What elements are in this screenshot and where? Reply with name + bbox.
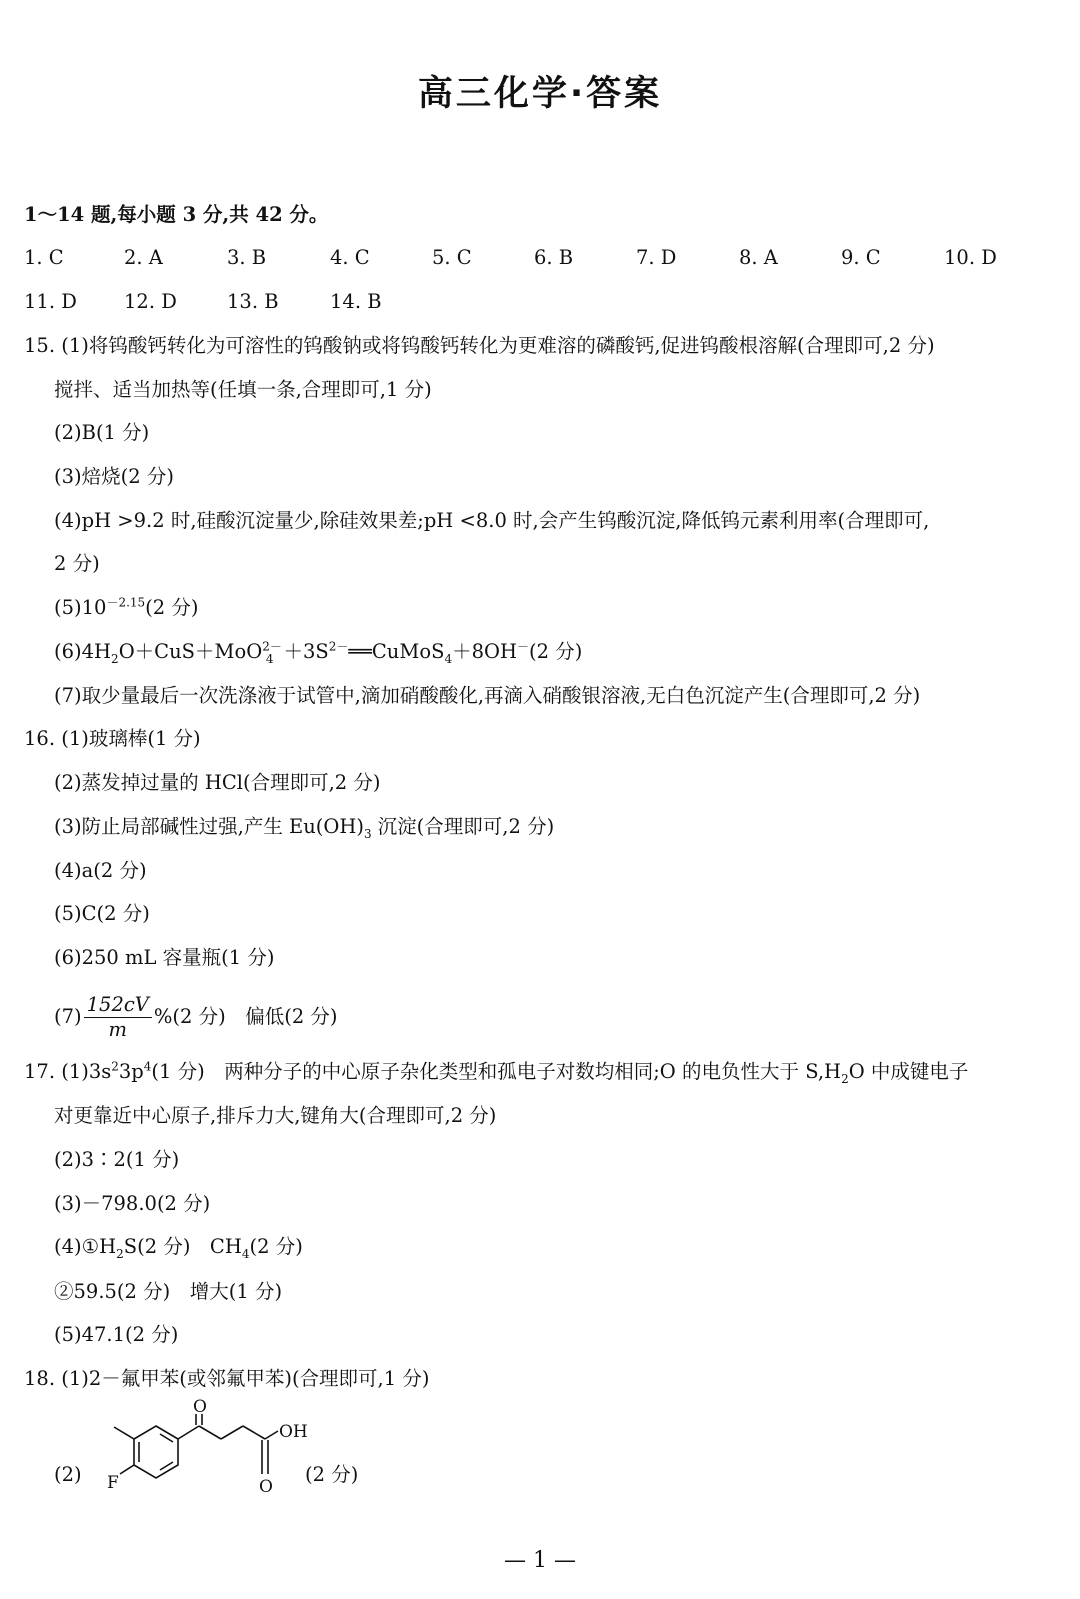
mc-answer: 1. C xyxy=(24,246,64,269)
q16-line: (6)250 mL 容量瓶(1 分) xyxy=(54,946,275,969)
q15-line: 15. (1)将钨酸钙转化为可溶性的钨酸钠或将钨酸钙转化为更难溶的磷酸钙,促进钨酸根溶解(合理即可,2 分) xyxy=(24,334,935,357)
q16-line: 16. (1)玻璃棒(1 分) xyxy=(24,727,201,750)
mc-answer: 9. C xyxy=(841,246,881,269)
q17-line: 17. $(1)3s^23p^4(1$ 分) 两种分子的中心原子杂化类型和孤电子对数均相同;O 的电负性大于 $S,H_2O$ 中成键电子 xyxy=(24,1059,969,1086)
fluoro-bond xyxy=(120,1465,134,1474)
q16-line: (5)C(2 分) xyxy=(54,902,150,925)
q18-line: 18. (1)2－氟甲苯(或邻氟甲苯)(合理即可,1 分) xyxy=(24,1367,430,1390)
q17-line: ②59.5(2 分) 增大(1 分) xyxy=(54,1280,283,1303)
mc-answer: 10. D xyxy=(944,246,997,269)
q16-fraction-line: (7) $\frac{152cV}{m}$ %(2 分) 偏低(2 分) xyxy=(54,993,338,1041)
atom-label: O xyxy=(259,1477,273,1497)
benzene-ring xyxy=(134,1426,178,1478)
mc-answer: 3. B xyxy=(227,246,267,269)
methyl-bond xyxy=(114,1427,134,1439)
mc-intro: 1～14 题,每小题 3 分,共 42 分。 xyxy=(24,203,329,226)
q15-line: $(5)10^{-2.15}(2$ 分) xyxy=(54,595,199,619)
mc-answer: 2. A xyxy=(124,246,163,269)
mc-answer: 14. B xyxy=(330,290,382,313)
q15-line: (2)B(1 分) xyxy=(54,421,150,444)
fraction: $\frac{152cV}{m}$ xyxy=(84,993,152,1042)
mc-answer: 12. D xyxy=(124,290,177,313)
mc-answer: 5. C xyxy=(432,246,472,269)
q17-line: 对更靠近中心原子,排斥力大,键角大(合理即可,2 分) xyxy=(54,1104,497,1127)
q16-line: (4)a(2 分) xyxy=(54,859,147,882)
q15-line: (3)焙烧(2 分) xyxy=(54,465,174,488)
mc-answer: 6. B xyxy=(534,246,574,269)
atom-label: OH xyxy=(279,1422,308,1442)
mc-answer: 11. D xyxy=(24,290,77,313)
mc-answer: 13. B xyxy=(227,290,279,313)
atom-label: O xyxy=(193,1397,207,1417)
q15-line: (4)pH >9.2 时,硅酸沉淀量少,除硅效果差;pH <8.0 时,会产生钨酸沉淀,降低钨元素利用率(合理即可, xyxy=(54,509,930,532)
atom-label: F xyxy=(107,1473,119,1493)
q15-line: 2 分) xyxy=(54,552,100,575)
q16-line: (3)防止局部碱性过强,产生 $Eu(OH)_3$ 沉淀(合理即可,2 分) xyxy=(54,815,555,841)
q17-line: (2)3∶2(1 分) xyxy=(54,1148,180,1171)
q15-line: 搅拌、适当加热等(任填一条,合理即可,1 分) xyxy=(54,378,432,401)
q18-score: (2 分) xyxy=(305,1463,359,1486)
q15-equation: $(6)4H_2O+CuS+MoO^{2-}_4$ $+3S^{2-}══CuMoS_4+8OH^-(2$ 分) xyxy=(54,639,583,666)
mc-answer: 8. A xyxy=(739,246,778,269)
skeletal-structure xyxy=(98,1397,308,1508)
q17-line: $(4)①H_2S(2$ 分) $CH_4(2$ 分) xyxy=(54,1235,303,1261)
q15-line: (7)取少量最后一次洗涤液于试管中,滴加硝酸酸化,再滴入硝酸银溶液,无白色沉淀产生(合理即可,2 分) xyxy=(54,684,921,707)
mc-answer: 7. D xyxy=(636,246,677,269)
mc-answer: 4. C xyxy=(330,246,370,269)
q17-line: (3)－798.0(2 分) xyxy=(54,1192,211,1215)
q16-line: (2)蒸发掉过量的 HCl(合理即可,2 分) xyxy=(54,771,381,794)
q18-item-label: (2) xyxy=(54,1463,82,1486)
q17-line: (5)47.1(2 分) xyxy=(54,1323,179,1346)
page-number: — 1 — xyxy=(504,1548,576,1573)
page-title: 高三化学·答案 xyxy=(417,74,663,114)
